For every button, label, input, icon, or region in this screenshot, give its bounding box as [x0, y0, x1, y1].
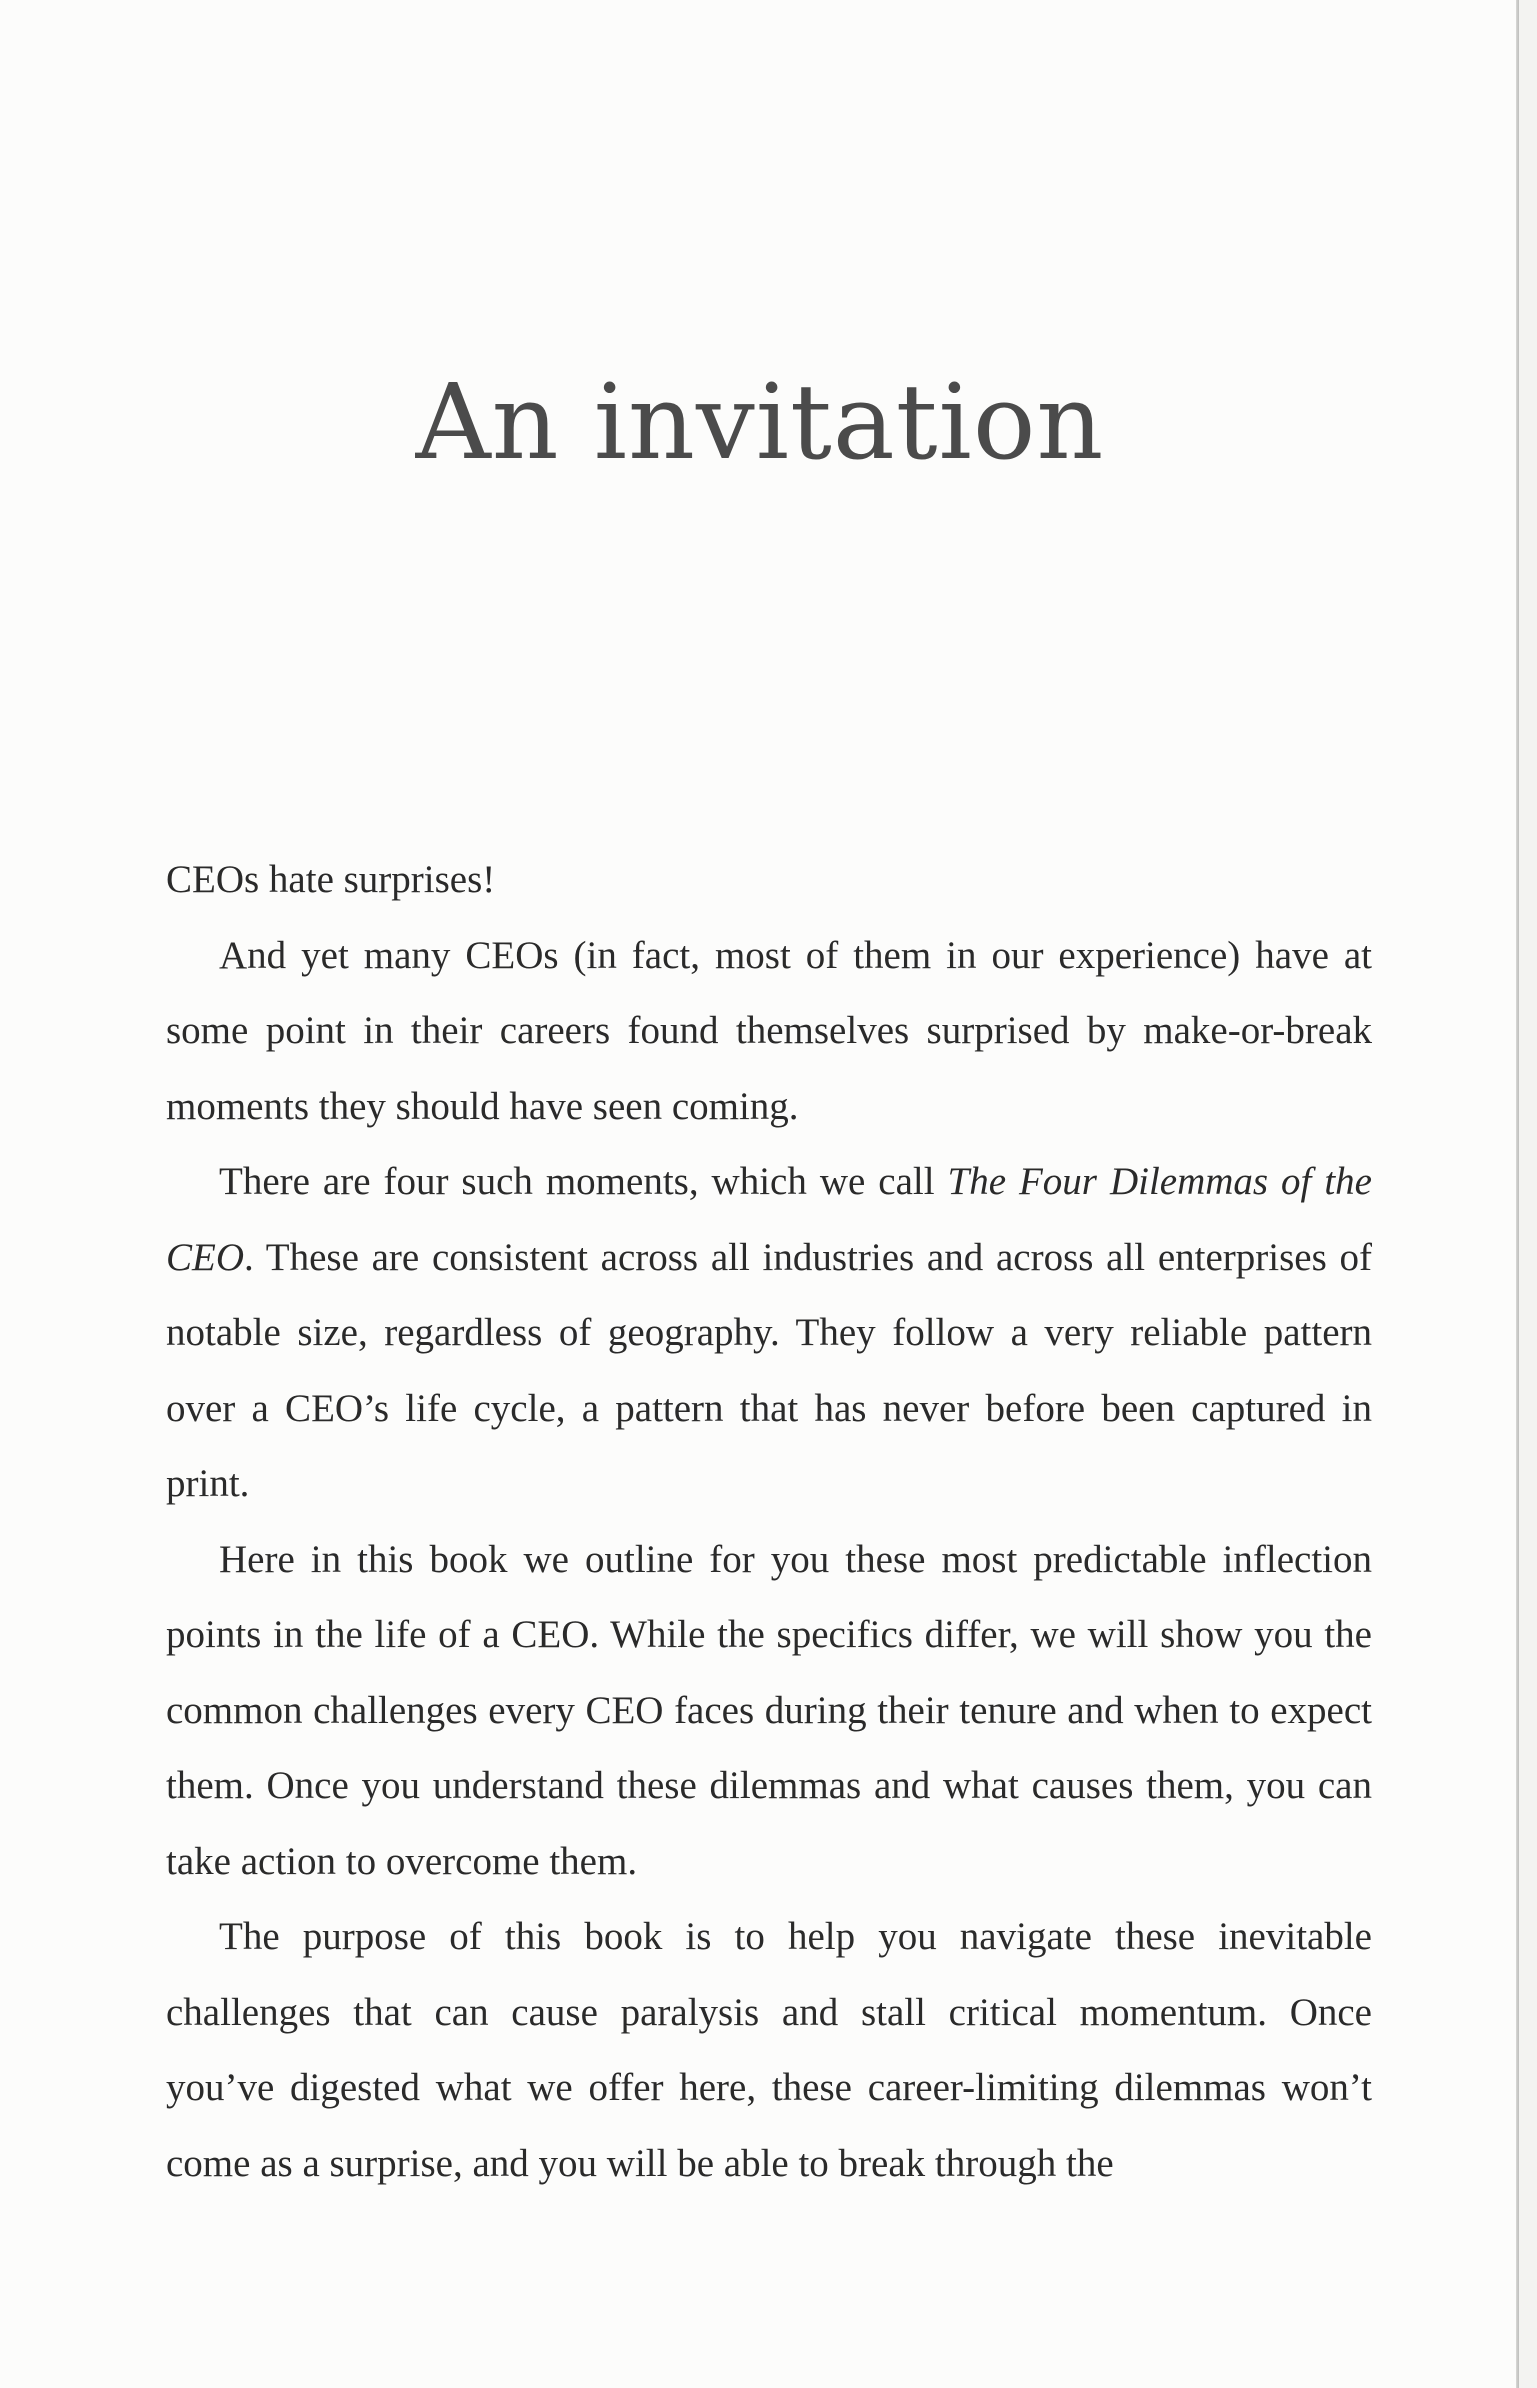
chapter-title: An invitation	[415, 361, 1105, 483]
paragraph-4: Here in this book we outline for you these most predictable inflection points in the life of a CEO. While the specifics differ, we will show you the common challenges every CEO faces during their tenure and when to expect them. Once you understand these dilemmas and what causes them, you can take action to overcome them.	[166, 1537, 1372, 1883]
chapter-body	[166, 842, 1372, 2201]
paragraph-5: The purpose of this book is to help you navigate these inevitable challenges that can cause paralysis and stall critical momentum. Once you’ve digested what we offer here, these career-limiting dilemmas won’t come as a surprise, and you will be able to break through the	[166, 1915, 1372, 2185]
paragraph-2: And yet many CEOs (in fact, most of them in our experience) have at some point in their careers found themselves surprised by make-or-break moments they should have seen coming.	[166, 933, 1372, 1128]
paragraph-1: CEOs hate surprises!	[166, 858, 496, 901]
paragraph-3-rest: . These are consistent across all industries and across all enterprises of notable size, regardless of geography. They follow a very reliable pattern over a CEO’s life cycle, a pattern that has never before been captured in print.	[166, 1235, 1372, 1505]
book-title-italic: The Four Dilemmas of the CEO	[166, 1160, 1372, 1279]
page-gutter	[1519, 0, 1537, 2388]
paragraph-3	[166, 1144, 1372, 1522]
paragraph-3-lead: There are four such moments, which we call	[219, 1160, 948, 1203]
